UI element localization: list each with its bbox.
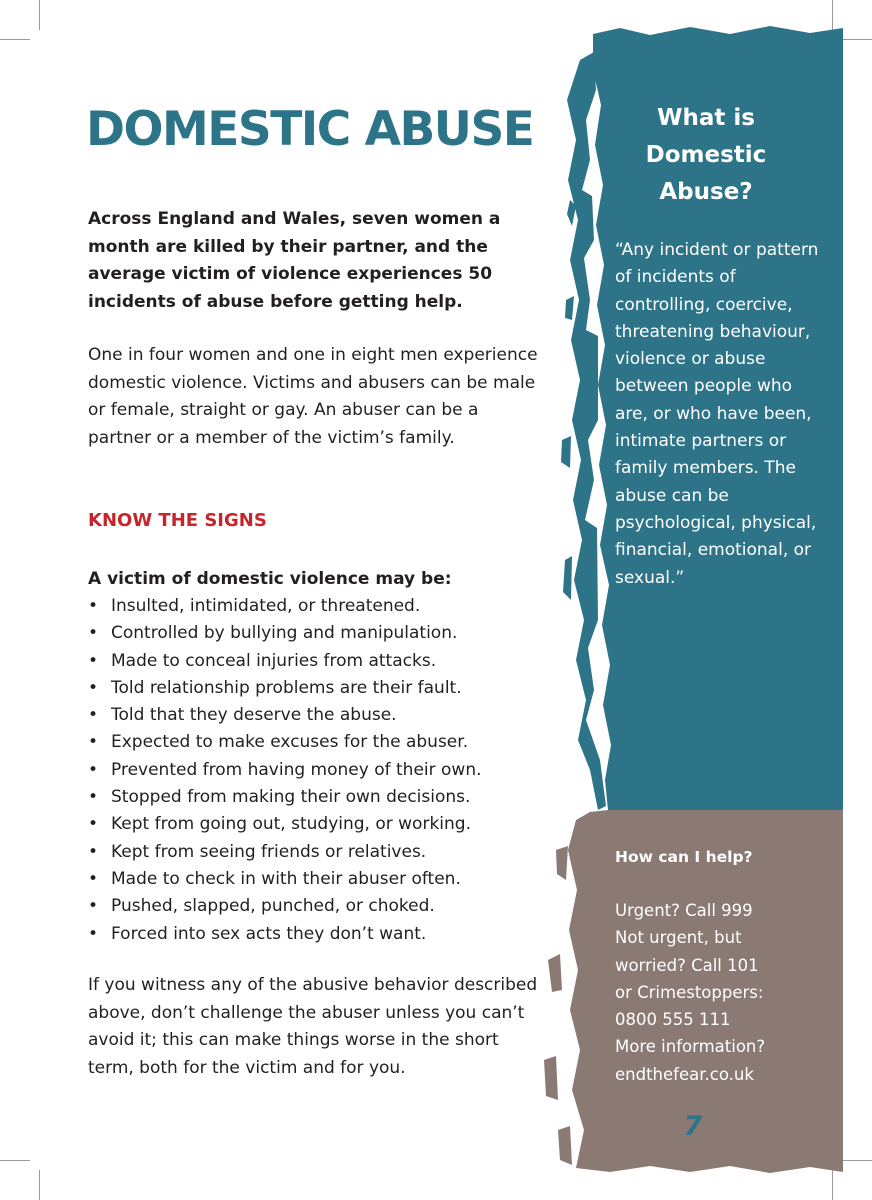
help-line: 0800 555 111 [615, 1010, 731, 1030]
statistics-paragraph: One in four women and one in eight men experience domestic violence. Victims and abusers can be male or female, straight or gay. An abuser can be a partner or a member of the victim’s family. [88, 345, 538, 448]
help-line: endthefear.co.uk [615, 1064, 754, 1084]
sign-item: • Told relationship problems are their fault. [88, 675, 548, 702]
page-title: DOMESTIC ABUSE [86, 102, 534, 157]
know-the-signs-heading: KNOW THE SIGNS [88, 510, 267, 531]
definition-quote: “Any incident or pattern of incidents of controlling, coercive, threatening behaviour, violence or abuse between people who are, or who have been, intimate partners or family members. The abuse can be psychological, physical, financial, emotional, or sexual.” [615, 240, 819, 588]
teal-fragment [561, 436, 571, 468]
help-line: or Crimestoppers: [615, 982, 764, 1002]
sign-item: • Pushed, slapped, punched, or choked. [88, 893, 548, 920]
page-number: 7 [683, 1111, 703, 1142]
sign-item: • Prevented from having money of their own. [88, 757, 548, 784]
help-heading: How can I help? [615, 848, 753, 866]
sign-item: • Kept from seeing friends or relatives. [88, 839, 548, 866]
help-line: Not urgent, but [615, 928, 742, 948]
intro-paragraph: Across England and Wales, seven women a month are killed by their partner, and the average victim of violence experiences 50 incidents of abuse before getting help. [88, 209, 501, 312]
sign-item: • Stopped from making their own decisions. [88, 784, 548, 811]
help-line: More information? [615, 1037, 766, 1057]
sign-item: • Made to conceal injuries from attacks. [88, 648, 548, 675]
victim-list-heading: A victim of domestic violence may be: [88, 569, 452, 589]
sign-item: • Told that they deserve the abuse. [88, 702, 548, 729]
help-line: Urgent? Call 999 [615, 901, 753, 920]
brown-fragment [558, 1126, 572, 1165]
brown-fragment [548, 954, 562, 992]
signs-list [88, 593, 548, 948]
brown-fragment [544, 1056, 558, 1100]
closing-paragraph: If you witness any of the abusive behavior described above, don’t challenge the abuser unless you can’t avoid it; this can make things worse in the short term, both for the victim and for you. [88, 975, 538, 1078]
brown-fragment [556, 846, 568, 880]
sign-item: • Forced into sex acts they don’t want. [88, 921, 548, 948]
help-line: worried? Call 101 [615, 955, 759, 975]
help-contact-list [615, 897, 830, 1088]
sign-item: • Made to check in with their abuser often. [88, 866, 548, 893]
sign-item: • Insulted, intimidated, or threatened. [88, 593, 548, 620]
teal-fragment [563, 556, 572, 600]
teal-fragment [565, 296, 574, 320]
sidebar-heading: What is Domestic Abuse? [645, 105, 767, 205]
sign-item: • Expected to make excuses for the abuser. [88, 729, 548, 756]
sign-item: • Controlled by bullying and manipulation. [88, 620, 548, 647]
sign-item: • Kept from going out, studying, or working. [88, 811, 548, 838]
